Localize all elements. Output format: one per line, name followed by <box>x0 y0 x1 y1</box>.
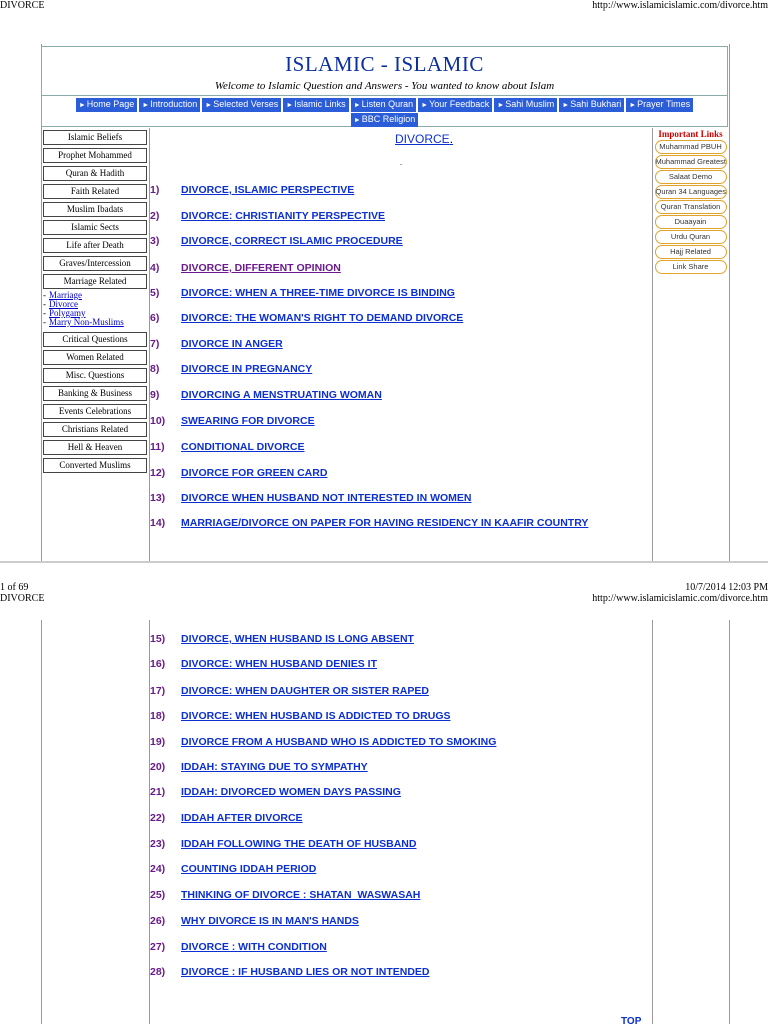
column-divider <box>652 128 653 561</box>
site-title: ISLAMIC - ISLAMIC <box>285 52 484 76</box>
sidebar-item-banking-business[interactable]: Banking & Business <box>43 386 147 401</box>
list-item: 14) MARRIAGE/DIVORCE ON PAPER FOR HAVING RESIDENCY IN KAAFIR COUNTRY <box>150 517 589 529</box>
article-link[interactable]: DIVORCE IN PREGNANCY <box>181 363 313 375</box>
list-item: 8) DIVORCE IN PREGNANCY <box>150 363 313 375</box>
list-item: 15) DIVORCE, WHEN HUSBAND IS LONG ABSENT <box>150 633 414 645</box>
sidebar <box>43 130 147 476</box>
link-link-share[interactable]: Link Share <box>655 260 727 274</box>
print-header-title: DIVORCE <box>0 593 45 604</box>
article-link[interactable]: MARRIAGE/DIVORCE ON PAPER FOR HAVING RESIDENCY IN KAAFIR COUNTRY <box>181 517 589 529</box>
sidebar-item-islamic-beliefs[interactable]: Islamic Beliefs <box>43 130 147 145</box>
nav-prayer-times[interactable]: ► Prayer Times <box>626 98 693 112</box>
sidebar-sublink-marry-non-muslims[interactable]: - Marry Non-Muslims <box>43 317 124 327</box>
list-item: 24) COUNTING IDDAH PERIOD <box>150 863 317 875</box>
list-item: 7) DIVORCE IN ANGER <box>150 338 283 350</box>
link-urdu-quran[interactable]: Urdu Quran <box>655 230 727 244</box>
article-link[interactable]: DIVORCE : IF HUSBAND LIES OR NOT INTENDED <box>181 966 430 978</box>
article-link[interactable]: IDDAH FOLLOWING THE DEATH OF HUSBAND <box>181 838 417 850</box>
sidebar-item-converted-muslims[interactable]: Converted Muslims <box>43 458 147 473</box>
article-link[interactable]: DIVORCE FROM A HUSBAND WHO IS ADDICTED TO SMOKING <box>181 736 497 748</box>
nav-sahi-bukhari[interactable]: ► Sahi Bukhari <box>559 98 624 112</box>
print-header-url: http://www.islamicislamic.com/divorce.htm <box>592 593 768 604</box>
article-link[interactable]: DIVORCE, WHEN HUSBAND IS LONG ABSENT <box>181 633 414 645</box>
list-item: 5) DIVORCE: WHEN A THREE-TIME DIVORCE IS BINDING <box>150 287 455 299</box>
sidebar-item-christians-related[interactable]: Christians Related <box>43 422 147 437</box>
sidebar-item-islamic-sects[interactable]: Islamic Sects <box>43 220 147 235</box>
article-link[interactable]: DIVORCE: CHRISTIANITY PERSPECTIVE <box>181 210 386 222</box>
sidebar-sublist <box>43 291 147 327</box>
list-item: 2) DIVORCE: CHRISTIANITY PERSPECTIVE <box>150 210 386 222</box>
article-link[interactable]: IDDAH: STAYING DUE TO SYMPATHY <box>181 761 368 773</box>
list-item: 21) IDDAH: DIVORCED WOMEN DAYS PASSING <box>150 786 401 798</box>
nav-your-feedback[interactable]: ► Your Feedback <box>418 98 492 112</box>
list-item: 19) DIVORCE FROM A HUSBAND WHO IS ADDICTED TO SMOKING <box>150 736 497 748</box>
sidebar-item-prophet-mohammed[interactable]: Prophet Mohammed <box>43 148 147 163</box>
list-item: 25) THINKING OF DIVORCE : SHATAN WASWASAH <box>150 889 421 901</box>
important-links <box>654 129 727 275</box>
article-link[interactable]: DIVORCE WHEN HUSBAND NOT INTERESTED IN WOMEN <box>181 492 472 504</box>
list-item: 12) DIVORCE FOR GREEN CARD <box>150 467 328 479</box>
nav-home-page[interactable]: ► Home Page <box>76 98 137 112</box>
article-link[interactable]: DIVORCE: WHEN HUSBAND DENIES IT <box>181 658 378 670</box>
list-item: 27) DIVORCE : WITH CONDITION <box>150 941 327 953</box>
sidebar-item-faith-related[interactable]: Faith Related <box>43 184 147 199</box>
list-item: 3) DIVORCE, CORRECT ISLAMIC PROCEDURE <box>150 235 403 247</box>
sidebar-item-events-celebrations[interactable]: Events Celebrations <box>43 404 147 419</box>
list-item: 18) DIVORCE: WHEN HUSBAND IS ADDICTED TO DRUGS <box>150 710 451 722</box>
article-link[interactable]: WHY DIVORCE IS IN MAN'S HANDS <box>181 915 359 927</box>
decorative-dot: . <box>400 158 402 167</box>
list-item: 23) IDDAH FOLLOWING THE DEATH OF HUSBAND <box>150 838 417 850</box>
list-item: 11) CONDITIONAL DIVORCE <box>150 441 305 453</box>
nav-introduction[interactable]: ► Introduction <box>139 98 200 112</box>
article-link[interactable]: DIVORCING A MENSTRUATING WOMAN <box>181 389 382 401</box>
article-link[interactable]: DIVORCE, ISLAMIC PERSPECTIVE <box>181 184 355 196</box>
article-link[interactable]: DIVORCE: WHEN A THREE-TIME DIVORCE IS BINDING <box>181 287 455 299</box>
article-link[interactable]: COUNTING IDDAH PERIOD <box>181 863 317 875</box>
list-item: 13) DIVORCE WHEN HUSBAND NOT INTERESTED IN WOMEN <box>150 492 472 504</box>
sidebar-sublink-marriage[interactable]: - Marriage <box>43 290 82 300</box>
article-link[interactable]: DIVORCE, CORRECT ISLAMIC PROCEDURE <box>181 235 403 247</box>
site-subtitle: Welcome to Islamic Question and Answers - You wanted to know about Islam <box>214 80 555 92</box>
article-link[interactable]: DIVORCE: WHEN HUSBAND IS ADDICTED TO DRUGS <box>181 710 451 722</box>
article-link[interactable]: CONDITIONAL DIVORCE <box>181 441 305 453</box>
sidebar-item-muslim-ibadats[interactable]: Muslim Ibadats <box>43 202 147 217</box>
list-item: 10) SWEARING FOR DIVORCE <box>150 415 315 427</box>
list-item: 17) DIVORCE: WHEN DAUGHTER OR SISTER RAPED <box>150 685 429 697</box>
link-hajj-related[interactable]: Hajj Related <box>655 245 727 259</box>
page-break <box>0 561 768 573</box>
sidebar-item-life-after-death[interactable]: Life after Death <box>43 238 147 253</box>
sidebar-item-graves-intercession[interactable]: Graves/Intercession <box>43 256 147 271</box>
article-link[interactable]: DIVORCE : WITH CONDITION <box>181 941 327 953</box>
nav-listen-quran[interactable]: ► Listen Quran <box>351 98 416 112</box>
page-frame <box>41 620 730 1024</box>
nav-bbc-religion[interactable]: ► BBC Religion <box>351 113 418 127</box>
nav-selected-verses[interactable]: ► Selected Verses <box>202 98 281 112</box>
link-quran-translation[interactable]: Quran Translation <box>655 200 727 214</box>
article-link[interactable]: DIVORCE: THE WOMAN'S RIGHT TO DEMAND DIVORCE <box>181 312 464 324</box>
list-item: 4) DIVORCE, DIFFERENT OPINION <box>150 262 341 274</box>
article-link[interactable]: SWEARING FOR DIVORCE <box>181 415 315 427</box>
article-link[interactable]: DIVORCE IN ANGER <box>181 338 283 350</box>
link-quran-34-languages[interactable]: Quran 34 Languages <box>655 185 727 199</box>
sidebar-item-misc-questions[interactable]: Misc. Questions <box>43 368 147 383</box>
important-links-title: Important Links <box>658 129 723 139</box>
list-item: 26) WHY DIVORCE IS IN MAN'S HANDS <box>150 915 359 927</box>
link-muhammad-pbuh[interactable]: Muhammad PBUH <box>655 140 727 154</box>
list-item: 6) DIVORCE: THE WOMAN'S RIGHT TO DEMAND DIVORCE <box>150 312 464 324</box>
link-duaayain[interactable]: Duaayain <box>655 215 727 229</box>
nav-sahi-muslim[interactable]: ► Sahi Muslim <box>494 98 557 112</box>
article-link[interactable]: DIVORCE FOR GREEN CARD <box>181 467 328 479</box>
column-divider <box>652 620 653 1024</box>
sidebar-item-marriage-related[interactable]: Marriage Related <box>43 274 147 289</box>
list-item: 20) IDDAH: STAYING DUE TO SYMPATHY <box>150 761 368 773</box>
site-banner <box>41 46 728 96</box>
list-item: 28) DIVORCE : IF HUSBAND LIES OR NOT INTENDED <box>150 966 430 978</box>
print-header-url: http://www.islamicislamic.com/divorce.htm <box>592 0 768 11</box>
article-link[interactable]: DIVORCE: WHEN DAUGHTER OR SISTER RAPED <box>181 685 429 697</box>
article-link[interactable]: THINKING OF DIVORCE : SHATAN WASWASAH <box>181 889 421 901</box>
print-header-title: DIVORCE <box>0 0 45 11</box>
page-heading[interactable]: DIVORCE. <box>395 132 454 146</box>
sidebar-item-women-related[interactable]: Women Related <box>43 350 147 365</box>
nav-islamic-links[interactable]: ► Islamic Links <box>283 98 348 112</box>
list-item: 1) DIVORCE, ISLAMIC PERSPECTIVE <box>150 184 355 196</box>
sidebar-item-critical-questions[interactable]: Critical Questions <box>43 332 147 347</box>
article-link[interactable]: IDDAH: DIVORCED WOMEN DAYS PASSING <box>181 786 401 798</box>
list-item: 16) DIVORCE: WHEN HUSBAND DENIES IT <box>150 658 378 670</box>
link-salaat-demo[interactable]: Salaat Demo <box>655 170 727 184</box>
sidebar-item-hell-heaven[interactable]: Hell & Heaven <box>43 440 147 455</box>
link-muhammad-greatest[interactable]: Muhammad Greatest <box>655 155 727 169</box>
sidebar-sublink-polygamy[interactable]: - Polygamy <box>43 308 86 318</box>
article-link[interactable]: DIVORCE, DIFFERENT OPINION <box>181 262 341 274</box>
back-to-top-link[interactable]: TOP <box>621 1016 642 1027</box>
sidebar-sublink-divorce[interactable]: - Divorce <box>43 299 78 309</box>
main-nav <box>41 95 728 127</box>
list-item: 22) IDDAH AFTER DIVORCE <box>150 812 303 824</box>
article-link[interactable]: IDDAH AFTER DIVORCE <box>181 812 303 824</box>
print-footer-page: 1 of 69 <box>0 582 29 593</box>
sidebar-item-quran-hadith[interactable]: Quran & Hadith <box>43 166 147 181</box>
print-footer-date: 10/7/2014 12:03 PM <box>685 582 768 593</box>
list-item: 9) DIVORCING A MENSTRUATING WOMAN <box>150 389 382 401</box>
